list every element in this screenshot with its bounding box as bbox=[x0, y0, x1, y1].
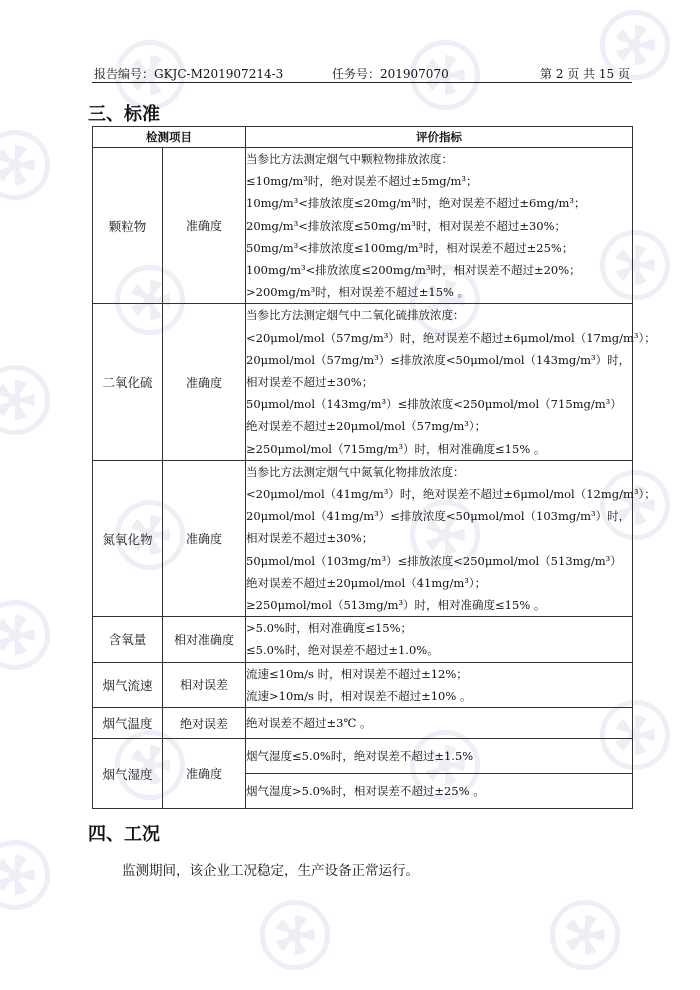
criteria-line: ≤5.0%时，绝对误差不超过±1.0%。 bbox=[246, 643, 439, 658]
criteria-line: 流速≤10m/s 时，相对误差不超过±12%； bbox=[246, 666, 468, 681]
criteria-line: 烟气湿度>5.0%时，相对误差不超过±25% 。 bbox=[246, 783, 485, 798]
criteria-line: 50μmol/mol（103mg/m³）≤排放浓度<250μmol/mol（513mg/m³）绝对误差不超过±20μmol/mol（41mg/m³）； bbox=[246, 553, 622, 590]
criteria-line: <20μmol/mol（41mg/m³）时，绝对误差不超过±6μmol/mol（12mg/m³）； bbox=[246, 487, 656, 502]
test-item: 氮氧化物 bbox=[93, 460, 163, 616]
criteria-line: ≥250μmol/mol（513mg/m³）时，相对准确度≤15% 。 bbox=[246, 598, 546, 613]
column-header-item: 检测项目 bbox=[93, 127, 246, 148]
criteria-line: 当参比方法测定烟气中二氧化硫排放浓度： bbox=[246, 308, 465, 323]
table-row bbox=[93, 304, 633, 460]
criteria bbox=[246, 662, 633, 707]
criteria bbox=[246, 774, 633, 809]
table-row bbox=[93, 739, 633, 774]
criteria-line: ≥250μmol/mol（715mg/m³）时，相对准确度≤15% 。 bbox=[246, 441, 546, 456]
metric: 准确度 bbox=[163, 739, 246, 809]
page-number: 第 2 页 共 15 页 bbox=[540, 67, 630, 81]
metric: 准确度 bbox=[163, 148, 246, 304]
criteria bbox=[246, 304, 656, 460]
metric: 相对准确度 bbox=[163, 617, 246, 662]
criteria-line: 当参比方法测定烟气中颗粒物排放浓度： bbox=[246, 152, 453, 166]
criteria bbox=[246, 739, 633, 774]
test-item: 二氧化硫 bbox=[93, 304, 163, 460]
table-row bbox=[93, 662, 633, 707]
metric: 准确度 bbox=[163, 460, 246, 616]
criteria bbox=[246, 148, 633, 304]
criteria-line: 流速>10m/s 时，相对误差不超过±10% 。 bbox=[246, 688, 472, 703]
metric: 准确度 bbox=[163, 304, 246, 460]
table-header-row bbox=[93, 127, 633, 148]
criteria bbox=[246, 617, 633, 662]
metric: 相对误差 bbox=[163, 662, 246, 707]
test-item: 烟气温度 bbox=[93, 708, 163, 739]
table-row bbox=[93, 708, 633, 739]
criteria-line: 20μmol/mol（57mg/m³）≤排放浓度<50μmol/mol（143mg/m³）时，相对误差不超过±30%； bbox=[246, 352, 631, 390]
test-item: 烟气流速 bbox=[93, 662, 163, 707]
criteria-line: <20μmol/mol（57mg/m³）时，绝对误差不超过±6μmol/mol（17mg/m³）； bbox=[246, 330, 656, 345]
criteria-line: 当参比方法测定烟气中氮氧化物排放浓度： bbox=[246, 464, 465, 479]
criteria-line: 20mg/m³<排放浓度≤50mg/m³时，相对误差不超过±30%； bbox=[246, 218, 567, 233]
section-title-standards: 三、标准 bbox=[88, 104, 160, 125]
criteria bbox=[246, 708, 633, 739]
criteria-line: 100mg/m³<排放浓度≤200mg/m³时，相对误差不超过±20%； bbox=[246, 263, 581, 278]
metric: 绝对误差 bbox=[163, 708, 246, 739]
page-header bbox=[92, 62, 632, 83]
criteria-line: 10mg/m³<排放浓度≤20mg/m³时，绝对误差不超过±6mg/m³； bbox=[246, 196, 586, 211]
criteria-line: 20μmol/mol（41mg/m³）≤排放浓度<50μmol/mol（103mg/m³）时，相对误差不超过±30%； bbox=[246, 509, 631, 546]
report-number: 报告编号：GKJC-M201907214-3 bbox=[94, 67, 284, 81]
column-header-criteria: 评价指标 bbox=[246, 127, 633, 148]
criteria-line: 50μmol/mol（143mg/m³）≤排放浓度<250μmol/mol（715mg/m³）绝对误差不超过±20μmol/mol（57mg/m³）； bbox=[246, 397, 622, 434]
criteria-line: >200mg/m³时，相对误差不超过±15% 。 bbox=[246, 285, 470, 300]
table-row bbox=[93, 617, 633, 662]
criteria-line: 50mg/m³<排放浓度≤100mg/m³时，相对误差不超过±25%； bbox=[246, 240, 574, 255]
table-row bbox=[93, 148, 633, 304]
criteria-line: 绝对误差不超过±3℃ 。 bbox=[246, 715, 372, 730]
criteria-line: >5.0%时，相对准确度≤15%； bbox=[246, 621, 413, 636]
test-item: 烟气湿度 bbox=[93, 739, 163, 809]
criteria bbox=[246, 460, 656, 616]
criteria-line: ≤10mg/m³时，绝对误差不超过±5mg/m³； bbox=[246, 174, 478, 189]
test-item: 含氧量 bbox=[93, 617, 163, 662]
test-item: 颗粒物 bbox=[93, 148, 163, 304]
standards-table bbox=[92, 126, 656, 809]
task-number: 任务号：201907070 bbox=[332, 67, 449, 81]
section-title-conditions: 四、工况 bbox=[88, 824, 160, 845]
criteria-line: 烟气湿度≤5.0%时，绝对误差不超过±1.5% bbox=[246, 748, 474, 763]
conditions-text: 监测期间，该企业工况稳定，生产设备正常运行。 bbox=[122, 863, 419, 879]
table-row bbox=[93, 460, 633, 616]
